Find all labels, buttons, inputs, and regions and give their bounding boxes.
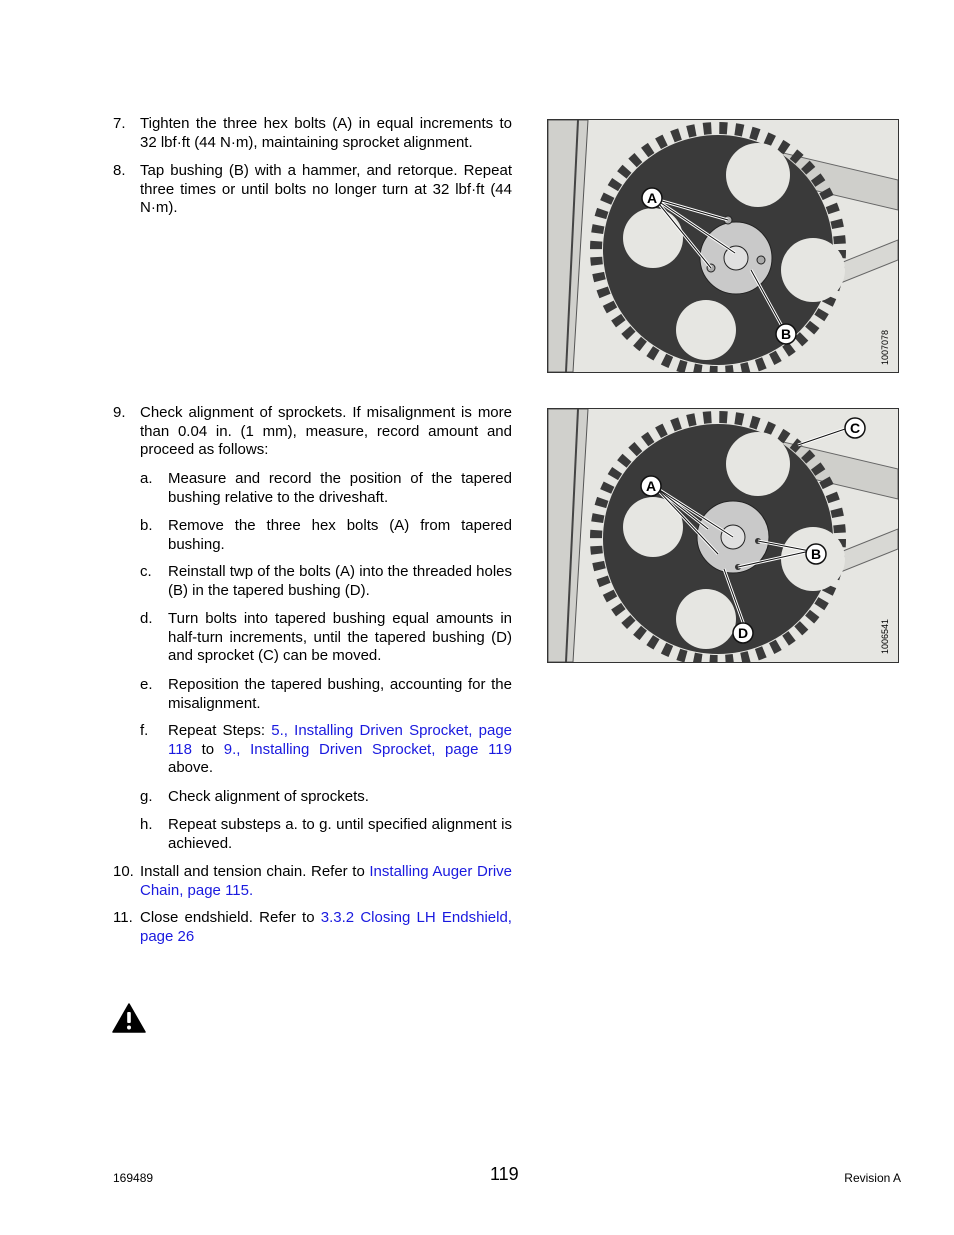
substep-text: Remove the three hex bolts (A) from tapered bushing. bbox=[168, 517, 512, 553]
substep-text: Check alignment of sprockets. bbox=[168, 788, 369, 805]
step-number: 8. bbox=[113, 162, 126, 179]
footer-doc-number: 169489 bbox=[113, 1171, 154, 1185]
figure-id: 1006541 bbox=[880, 618, 890, 654]
callout-a: A bbox=[645, 478, 657, 494]
step-7 bbox=[113, 115, 512, 152]
warning-triangle-icon bbox=[112, 1003, 146, 1033]
step-text bbox=[140, 863, 512, 900]
step-10 bbox=[113, 863, 512, 900]
callout-c: C bbox=[849, 420, 861, 436]
figure-sprocket-bushing bbox=[547, 408, 899, 663]
step-number: 9. bbox=[113, 404, 126, 421]
step-number: 11. bbox=[113, 909, 133, 926]
callout-b: B bbox=[810, 546, 822, 562]
substep-e bbox=[113, 676, 512, 713]
substep-letter: f. bbox=[140, 722, 149, 739]
callout-d: D bbox=[737, 625, 749, 641]
figure-sprocket-bolts bbox=[547, 119, 899, 373]
step-text: Check alignment of sprockets. If misalignment is more than 0.04 in. (1 mm), measure, record amount and proceed as follows: bbox=[140, 404, 512, 459]
substep-text: Measure and record the position of the tapered bushing relative to the driveshaft. bbox=[168, 470, 512, 506]
substep-c bbox=[113, 563, 512, 600]
substep-b bbox=[113, 517, 512, 554]
step-9 bbox=[113, 404, 512, 460]
step-text bbox=[140, 909, 512, 946]
substep-letter: a. bbox=[140, 470, 153, 487]
substep-a bbox=[113, 470, 512, 507]
step-text: Tap bushing (B) with a hammer, and retorque. Repeat three times or until bolts no longer turn at 32 lbf·ft (44 N·m). bbox=[140, 162, 512, 217]
figure-illustration bbox=[548, 120, 898, 372]
step-text-pre: Close endshield. Refer to bbox=[140, 909, 321, 926]
figure-illustration bbox=[548, 409, 898, 662]
link-installing-driven-sprocket-118[interactable]: 5., Installing Driven Sprocket, page 118 bbox=[168, 722, 512, 758]
substep-letter: h. bbox=[140, 816, 153, 833]
substep-text: Reposition the tapered bushing, accounting for the misalignment. bbox=[168, 676, 512, 712]
footer-revision: Revision A bbox=[844, 1171, 901, 1185]
callout-b: B bbox=[780, 326, 792, 342]
step-number: 10. bbox=[113, 863, 134, 880]
substep-text: Repeat substeps a. to g. until specified alignment is achieved. bbox=[168, 816, 512, 852]
substep-g bbox=[113, 788, 512, 807]
step-8 bbox=[113, 162, 512, 218]
link-installing-driven-sprocket-119[interactable]: 9., Installing Driven Sprocket, page 119 bbox=[223, 740, 512, 758]
substep-text bbox=[168, 722, 512, 778]
substep-letter: d. bbox=[140, 610, 153, 627]
substep-letter: e. bbox=[140, 676, 153, 693]
link-installing-auger-drive-chain[interactable]: Installing Auger Drive Chain, page 115. bbox=[140, 863, 512, 899]
figure-id: 1007078 bbox=[880, 329, 890, 365]
step-11 bbox=[113, 909, 512, 946]
substep-d bbox=[113, 610, 512, 666]
substep-f bbox=[113, 722, 512, 778]
substep-letter: b. bbox=[140, 517, 153, 534]
substep-text-post: above. bbox=[168, 759, 214, 777]
substep-text-mid: to bbox=[191, 740, 224, 758]
substep-letter: g. bbox=[140, 788, 153, 805]
page-number: 119 bbox=[490, 1164, 519, 1184]
step-text: Tighten the three hex bolts (A) in equal increments to 32 lbf·ft (44 N·m), maintaining sprocket alignment. bbox=[140, 115, 512, 151]
substep-text: Reinstall twp of the bolts (A) into the threaded holes (B) in the tapered bushing (D). bbox=[168, 563, 512, 599]
step-number: 7. bbox=[113, 115, 126, 132]
substep-letter: c. bbox=[140, 563, 152, 580]
substep-text-pre: Repeat Steps: bbox=[168, 722, 272, 739]
step-text-pre: Install and tension chain. Refer to bbox=[140, 863, 370, 880]
callout-a: A bbox=[646, 190, 658, 206]
substep-text: Turn bolts into tapered bushing equal amounts in half-turn increments, until the tapered bushing (D) and sprocket (C) can be moved. bbox=[168, 610, 512, 665]
link-closing-lh-endshield[interactable]: 3.3.2 Closing LH Endshield, page 26 bbox=[140, 909, 512, 945]
substep-h bbox=[113, 816, 512, 853]
